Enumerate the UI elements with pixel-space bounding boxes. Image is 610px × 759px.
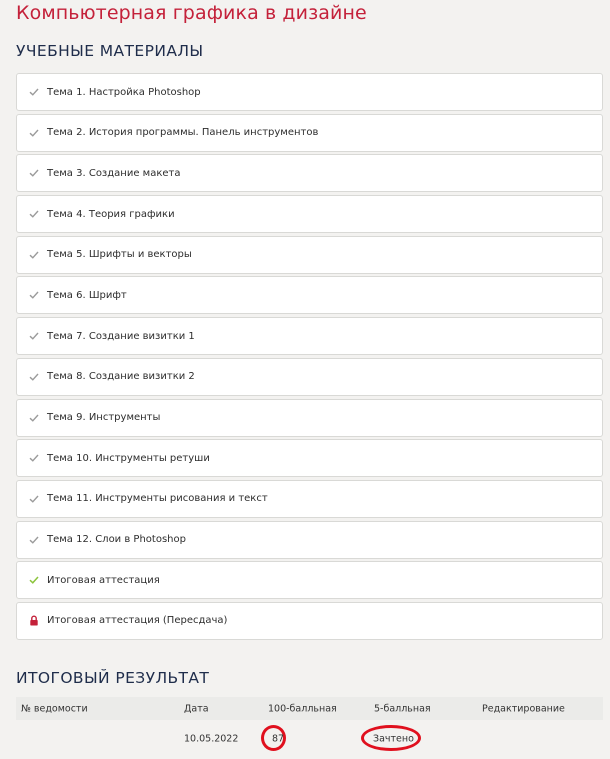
topic-label: Тема 12. Слои в Photoshop xyxy=(47,534,186,546)
check-icon xyxy=(28,371,40,383)
results-heading: ИТОГОВЫЙ РЕЗУЛЬТАТ xyxy=(16,669,210,687)
topic-label: Тема 7. Создание визитки 1 xyxy=(47,330,195,342)
topic-label: Тема 10. Инструменты ретуши xyxy=(47,452,210,464)
topic-item-11[interactable] xyxy=(16,480,603,518)
topic-label: Тема 9. Инструменты xyxy=(47,412,161,423)
topic-item-6[interactable] xyxy=(16,276,603,314)
topic-label: Тема 4. Теория графики xyxy=(47,208,175,220)
check-icon xyxy=(28,534,40,546)
check-icon xyxy=(28,208,40,220)
cell-date: 10.05.2022 xyxy=(184,733,239,745)
topic-item-8[interactable] xyxy=(16,358,603,396)
check-icon xyxy=(28,86,40,98)
check-icon xyxy=(28,289,40,301)
column-header-edit: Редактирование xyxy=(482,703,565,714)
check-icon xyxy=(28,167,40,179)
page-title: Компьютерная графика в дизайне xyxy=(16,2,367,24)
lock-icon xyxy=(28,615,40,627)
cell-score100: 87 xyxy=(272,733,285,745)
topic-item-5[interactable] xyxy=(16,236,603,274)
topic-item-1[interactable] xyxy=(16,73,603,111)
topic-item-9[interactable] xyxy=(16,399,603,437)
column-header-number: № ведомости xyxy=(21,703,88,714)
topic-item-10[interactable] xyxy=(16,439,603,477)
materials-heading: УЧЕБНЫЕ МАТЕРИАЛЫ xyxy=(16,42,204,60)
cell-score5: Зачтено xyxy=(373,733,414,745)
check-icon xyxy=(28,574,40,586)
table-row xyxy=(16,720,603,758)
check-icon xyxy=(28,330,40,342)
topic-label: Тема 2. История программы. Панель инструментов xyxy=(47,127,319,139)
topic-label: Тема 3. Создание макета xyxy=(47,167,181,179)
topic-item-2[interactable] xyxy=(16,114,603,152)
check-icon xyxy=(28,412,40,424)
column-header-date: Дата xyxy=(184,703,209,714)
final-attestation-retake-item[interactable] xyxy=(16,602,603,640)
topic-label: Тема 11. Инструменты рисования и текст xyxy=(47,493,268,505)
final-attestation-item[interactable] xyxy=(16,561,603,599)
results-table xyxy=(16,697,603,758)
topics-list xyxy=(16,73,603,643)
column-header-score100: 100-балльная xyxy=(268,703,337,714)
topic-item-7[interactable] xyxy=(16,317,603,355)
topic-item-12[interactable] xyxy=(16,521,603,559)
check-icon xyxy=(28,127,40,139)
topic-label: Итоговая аттестация xyxy=(47,574,160,586)
topic-label: Тема 6. Шрифт xyxy=(47,289,127,301)
topic-item-3[interactable] xyxy=(16,154,603,192)
results-header xyxy=(16,697,603,720)
topic-label: Тема 5. Шрифты и векторы xyxy=(47,249,192,261)
check-icon xyxy=(28,452,40,464)
check-icon xyxy=(28,249,40,261)
topic-label: Тема 1. Настройка Photoshop xyxy=(47,86,201,98)
topic-label: Итоговая аттестация (Пересдача) xyxy=(47,615,228,627)
column-header-score5: 5-балльная xyxy=(374,703,431,714)
topic-item-4[interactable] xyxy=(16,195,603,233)
topic-label: Тема 8. Создание визитки 2 xyxy=(47,371,195,383)
check-icon xyxy=(28,493,40,505)
